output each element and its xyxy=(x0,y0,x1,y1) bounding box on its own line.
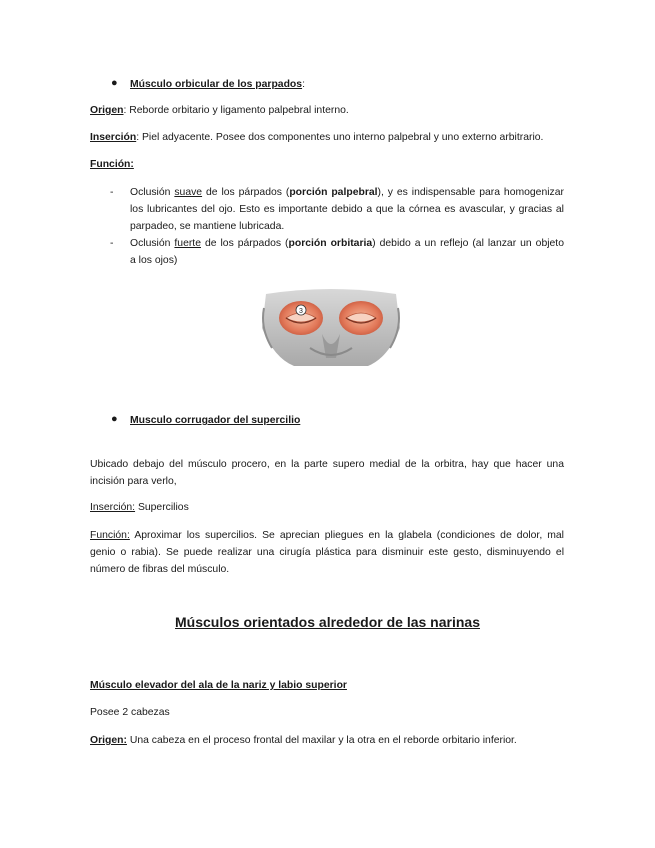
section1-title-line xyxy=(130,76,305,93)
text-span: de los párpados ( xyxy=(200,238,289,249)
section2-p1-line1: Ubicado debajo del músculo procero, en la parte supero medial de la orbitra, hay que hacer una xyxy=(90,459,564,470)
insercion-label: Inserción xyxy=(90,132,137,143)
origen-text: : Reborde orbitario y ligamento palpebral interno. xyxy=(123,105,349,116)
origen-text: Una cabeza en el proceso frontal del maxilar y la otra en el reborde orbitario inferior. xyxy=(126,735,517,746)
bullet-icon: ● xyxy=(111,413,118,425)
skull-illustration-icon xyxy=(260,288,402,368)
list-item-1-line3: parpadeo, se mantiene lubricada. xyxy=(130,221,285,232)
origen-label: Origen: xyxy=(90,735,127,746)
section2-p1-line2: incisión para verlo, xyxy=(90,476,177,487)
text-span: ) debido a un reflejo (al lanzar un objeto xyxy=(372,238,564,249)
section2-title: Musculo corrugador del supercilio xyxy=(130,415,301,426)
section3-subheading: Músculo elevador del ala de la nariz y labio superior xyxy=(90,680,347,691)
list-item-2-line1 xyxy=(130,235,564,252)
list-item-2-line2: a los ojos) xyxy=(130,255,178,266)
text-span: ), y es indispensable para homogenizar xyxy=(377,187,564,198)
section3-heading: Músculos orientados alrededor de las narinas xyxy=(175,614,480,630)
insercion-text: : Piel adyacente. Posee dos componentes uno interno palpebral y uno externo arbitrario. xyxy=(136,132,544,143)
section2-insercion xyxy=(90,499,564,516)
funcion-text: Aproximar los supercilios. Se aprecian pliegues en la glabela (condiciones de dolor, mal xyxy=(129,530,564,541)
funcion-label: Función: xyxy=(90,530,130,541)
list-dash: - xyxy=(110,238,114,249)
origen-label: Origen xyxy=(90,105,124,116)
section1-title-suffix: : xyxy=(302,79,305,90)
underlined-word: fuerte xyxy=(174,238,201,249)
section1-insercion xyxy=(90,129,564,146)
section2-funcion-line3: número de fibras del músculo. xyxy=(90,564,230,575)
list-dash: - xyxy=(110,187,114,198)
figure-label: 3 xyxy=(299,308,303,315)
underlined-word: suave xyxy=(174,187,203,198)
section2-funcion-line1 xyxy=(90,527,564,544)
section3-p1: Posee 2 cabezas xyxy=(90,707,170,718)
bold-term: porción orbitaria xyxy=(288,238,373,249)
insercion-text: Supercilios xyxy=(135,502,189,513)
list-item-1-line2: los lubricantes del ojo. Esto es importante debido a que la córnea es avascular, y gracias al xyxy=(130,204,564,215)
funcion-label: Función: xyxy=(90,159,134,170)
section1-funcion-label xyxy=(90,156,564,173)
section3-origen xyxy=(90,732,564,749)
bold-term: porción palpebral xyxy=(289,187,378,198)
list-item-1-line1 xyxy=(130,184,564,201)
insercion-label: Inserción: xyxy=(90,502,136,513)
orbicularis-figure xyxy=(260,288,402,368)
text-span: Oclusión xyxy=(130,187,175,198)
bullet-icon: ● xyxy=(111,77,118,89)
text-span: Oclusión xyxy=(130,238,175,249)
section1-title: Músculo orbicular de los parpados xyxy=(130,79,303,90)
section1-origen xyxy=(90,102,564,119)
text-span: de los párpados ( xyxy=(202,187,290,198)
section2-funcion-line2: genio o rabia). Se puede realizar una cirugía plástica para disminuir este gesto, disminuyendo el xyxy=(90,547,564,558)
